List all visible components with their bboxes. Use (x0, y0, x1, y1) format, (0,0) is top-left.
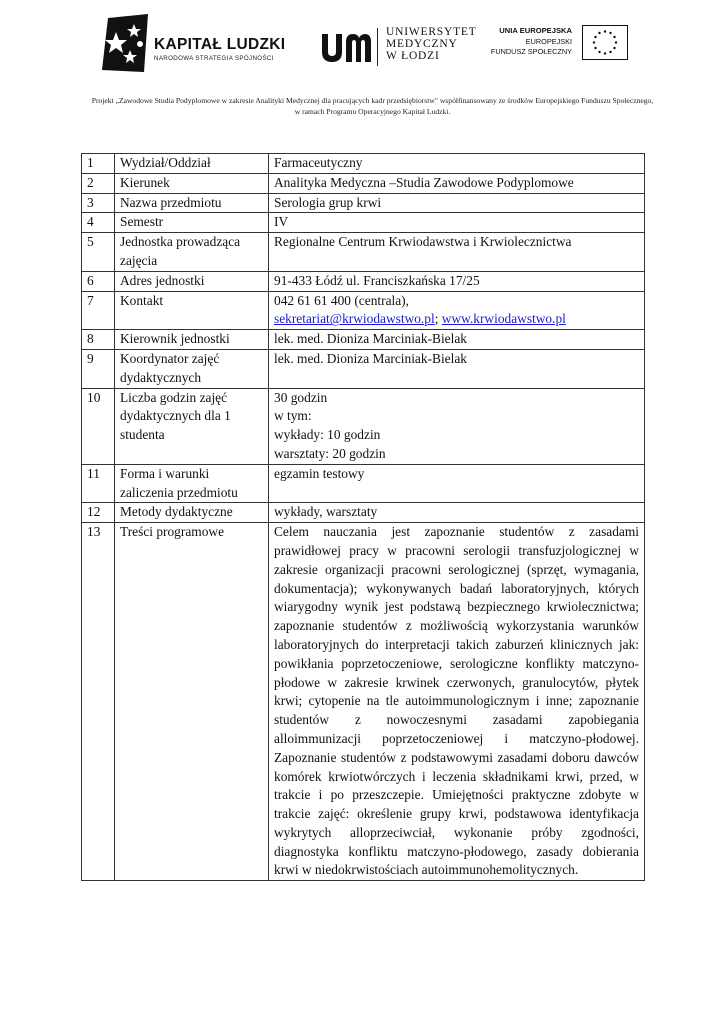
table-row (82, 173, 645, 193)
row-number: 11 (82, 464, 115, 503)
email-link[interactable]: sekretariat@krwiodawstwo.pl (274, 311, 435, 327)
row-label: Adres jednostki (115, 271, 269, 291)
row-number: 13 (82, 523, 115, 881)
row-value (269, 349, 645, 388)
row-label: Jednostka prowadząca zajęcia (115, 233, 269, 272)
kapital-ludzki-emblem-icon (100, 14, 150, 74)
row-label: Forma i warunki zaliczenia przedmiotu (115, 464, 269, 503)
row-value (269, 233, 645, 272)
university-line-1: UNIWERSYTET (386, 26, 477, 38)
table-row (82, 291, 645, 330)
row-label: Treści programowe (115, 523, 269, 881)
row-label: Kontakt (115, 291, 269, 330)
row-value (269, 330, 645, 350)
university-logo (320, 26, 480, 72)
university-line-3: W ŁODZI (386, 50, 440, 62)
row-value (269, 154, 645, 174)
row-label: Nazwa przedmiotu (115, 193, 269, 213)
contact-links (274, 310, 639, 329)
row-number: 6 (82, 271, 115, 291)
row-number: 1 (82, 154, 115, 174)
row-number: 9 (82, 349, 115, 388)
eu-line-2: EUROPEJSKI (525, 36, 572, 46)
value-line: 91-433 Łódź ul. Franciszkańska 17/25 (274, 272, 480, 288)
table-row (82, 349, 645, 388)
row-value (269, 503, 645, 523)
project-note: Projekt „Zawodowe Studia Podyplomowe w zakresie Analityki Medycznej dla pracujących kadr przedsiębiorstw" współfinansowany ze środków Europejskiego Funduszu Społecznego, w ramach Programu Operacyjnego Kapitał Ludzki. (91, 96, 654, 116)
row-label: Metody dydaktyczne (115, 503, 269, 523)
table-row (82, 464, 645, 503)
table-row (82, 271, 645, 291)
um-divider (377, 28, 378, 66)
value-line: lek. med. Dioniza Marciniak-Bielak (274, 331, 467, 347)
row-value (269, 173, 645, 193)
row-value (269, 464, 645, 503)
table-row (82, 154, 645, 174)
row-number: 12 (82, 503, 115, 523)
syllabus-table (81, 153, 645, 881)
table-row (82, 193, 645, 213)
value-line: 30 godzin (274, 389, 328, 405)
row-value (269, 193, 645, 213)
row-label: Kierownik jednostki (115, 330, 269, 350)
row-label: Koordynator zajęć dydaktycznych (115, 349, 269, 388)
kapital-ludzki-title: KAPITAŁ LUDZKI (154, 36, 286, 53)
row-value (269, 523, 645, 881)
row-label: Wydział/Oddział (115, 154, 269, 174)
eu-logo (490, 24, 630, 70)
eu-flag-icon (582, 25, 628, 60)
value-line: Serologia grup krwi (274, 194, 382, 210)
row-number: 5 (82, 233, 115, 272)
eu-text (491, 26, 572, 58)
page-header (0, 0, 725, 116)
row-label: Kierunek (115, 173, 269, 193)
table-row (82, 330, 645, 350)
table-row (82, 233, 645, 272)
value-line: warsztaty: 20 godzin (274, 445, 386, 461)
value-line: wykłady, warsztaty (274, 504, 378, 520)
value-line: w tym: (274, 408, 312, 424)
um-monogram-icon (320, 28, 372, 64)
kapital-ludzki-logo (100, 14, 300, 76)
row-number: 8 (82, 330, 115, 350)
table-row (82, 213, 645, 233)
table-row (82, 523, 645, 881)
value-line: wykłady: 10 godzin (274, 427, 381, 443)
university-line-2: MEDYCZNY (386, 38, 458, 50)
value-line: IV (274, 214, 289, 230)
row-value (269, 388, 645, 464)
website-link[interactable]: www.krwiodawstwo.pl (441, 311, 566, 327)
row-number: 4 (82, 213, 115, 233)
link-separator: ; (434, 311, 442, 327)
table-row (82, 388, 645, 464)
value-line: egzamin testowy (274, 465, 365, 481)
row-number: 2 (82, 173, 115, 193)
value-line: 042 61 61 400 (centrala), (274, 292, 409, 308)
eu-line-1: UNIA EUROPEJSKA (499, 26, 572, 35)
value-line: Analityka Medyczna –Studia Zawodowe Podyplomowe (274, 174, 574, 190)
row-value (269, 291, 645, 330)
table-row (82, 503, 645, 523)
row-label: Liczba godzin zajęć dydaktycznych dla 1 studenta (115, 388, 269, 464)
row-number: 3 (82, 193, 115, 213)
value-line: Farmaceutyczny (274, 155, 363, 170)
university-name (386, 27, 477, 63)
eu-line-3: FUNDUSZ SPOŁECZNY (490, 47, 572, 56)
row-label: Semestr (115, 213, 269, 233)
value-line: lek. med. Dioniza Marciniak-Bielak (274, 350, 467, 366)
kapital-ludzki-subtitle: NARODOWA STRATEGIA SPÓJNOŚCI (154, 55, 274, 62)
row-number: 7 (82, 291, 115, 330)
row-value (269, 271, 645, 291)
value-line: Celem nauczania jest zapoznanie studentów z zasadami prawidłowej pracy w pracowni serologii transfuzjologicznej w zakresie organizacji pracowni serologicznej (sprzęt, wymagania, dokumentacja); wykonywanych badań laboratoryjnych, których wiarygodny wynik jest podstawą bezpiecznego krwiolecznictwa; zapoznanie studentów z możliwością wykorzystania warunków laboratoryjnych do interpretacji takich zaburzeń klinicznych jak: powikłania poprzetoczeniowe, serologiczne konflikty matczyno-płodowe w zakresie krwinek czerwonych, granulocytów, płytek krwi; cytopenie na tle autoimmunologicznym i inne; zapoznanie studentów z nowoczesnymi zasadami zapobiegania alloimmunizacji poprzetoczeniowej i matczyno-płodowej. Zapoznanie studentów z podstawowymi zasadami doboru dawców komórek krwiotwórczych i leczenia składnikami krwi, przed, w trakcie i po przeszczepie. Umiejętności praktyczne zdobyte w trakcie zajęć: określenie grupy krwi, podstawowa identyfikacja wykrytych alloprzeciwciał, wykonanie próby zgodności, diagnostyka konfliktu matczyno-płodowego, zasady dobierania krwi w niedokrwistościach autoimmunohemolitycznych. (274, 524, 639, 878)
row-number: 10 (82, 388, 115, 464)
row-value (269, 213, 645, 233)
value-line: Regionalne Centrum Krwiodawstwa i Krwiolecznictwa (274, 234, 572, 250)
